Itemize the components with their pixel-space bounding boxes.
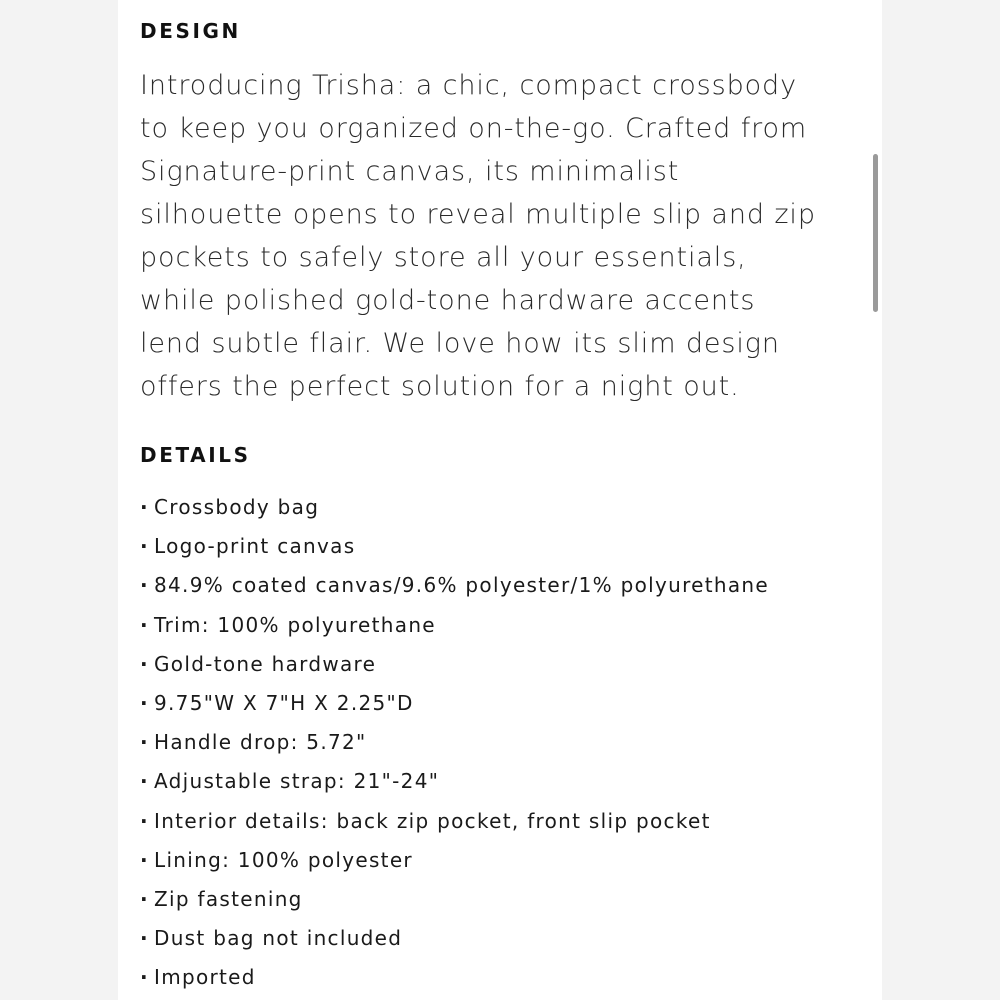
list-item [140, 880, 769, 919]
bullet: · [140, 769, 149, 794]
list-item-text: 84.9% coated canvas/9.6% polyester/1% polyurethane [154, 573, 770, 598]
design-paragraph [140, 64, 860, 408]
bullet: · [140, 651, 149, 676]
list-item-text: Logo-print canvas [154, 534, 356, 559]
details-list [140, 488, 769, 998]
list-item [140, 488, 769, 527]
design-line: Introducing Trisha: a chic, compact crossbody [140, 70, 797, 101]
list-item-text: Imported [154, 965, 256, 990]
list-item [140, 566, 769, 605]
design-line: while polished gold-tone hardware accents [140, 285, 756, 316]
list-item [140, 958, 769, 997]
list-item-text: Crossbody bag [154, 495, 320, 519]
bullet: · [140, 495, 149, 519]
bullet: · [140, 847, 149, 872]
details-heading: DETAILS [140, 443, 251, 467]
bullet: · [140, 573, 149, 598]
list-item-text: Zip fastening [154, 887, 303, 912]
list-item-text: Interior details: back zip pocket, front slip pocket [154, 808, 711, 833]
list-item [140, 802, 769, 841]
scrollbar-thumb[interactable] [873, 154, 878, 312]
bullet: · [140, 887, 149, 912]
list-item-text: Gold-tone hardware [154, 651, 377, 676]
bullet: · [140, 612, 149, 637]
design-heading: DESIGN [140, 19, 241, 43]
design-line: silhouette opens to reveal multiple slip and zip [140, 199, 816, 230]
bullet: · [140, 808, 149, 833]
design-line: lend subtle flair. We love how its slim design [140, 328, 780, 359]
list-item [140, 841, 769, 880]
list-item [140, 606, 769, 645]
design-line: pockets to safely store all your essentials, [140, 242, 747, 273]
list-item-text: Trim: 100% polyurethane [154, 612, 436, 637]
list-item-text: 9.75"W X 7"H X 2.25"D [154, 691, 414, 716]
list-item [140, 723, 769, 762]
bullet: · [140, 926, 149, 951]
list-item-text: Handle drop: 5.72" [154, 730, 367, 755]
list-item [140, 645, 769, 684]
bullet: · [140, 965, 149, 990]
design-line: offers the perfect solution for a night out. [140, 371, 740, 402]
description-panel[interactable] [118, 0, 882, 1000]
list-item [140, 762, 769, 801]
design-line: Signature-print canvas, its minimalist [140, 156, 680, 187]
list-item [140, 527, 769, 566]
design-line: to keep you organized on-the-go. Crafted from [140, 113, 808, 144]
bullet: · [140, 730, 149, 755]
bullet: · [140, 691, 149, 716]
list-item-text: Dust bag not included [154, 926, 403, 951]
list-item [140, 919, 769, 958]
bullet: · [140, 534, 149, 559]
list-item-text: Adjustable strap: 21"-24" [154, 769, 440, 794]
list-item-text: Lining: 100% polyester [154, 847, 413, 872]
list-item [140, 684, 769, 723]
